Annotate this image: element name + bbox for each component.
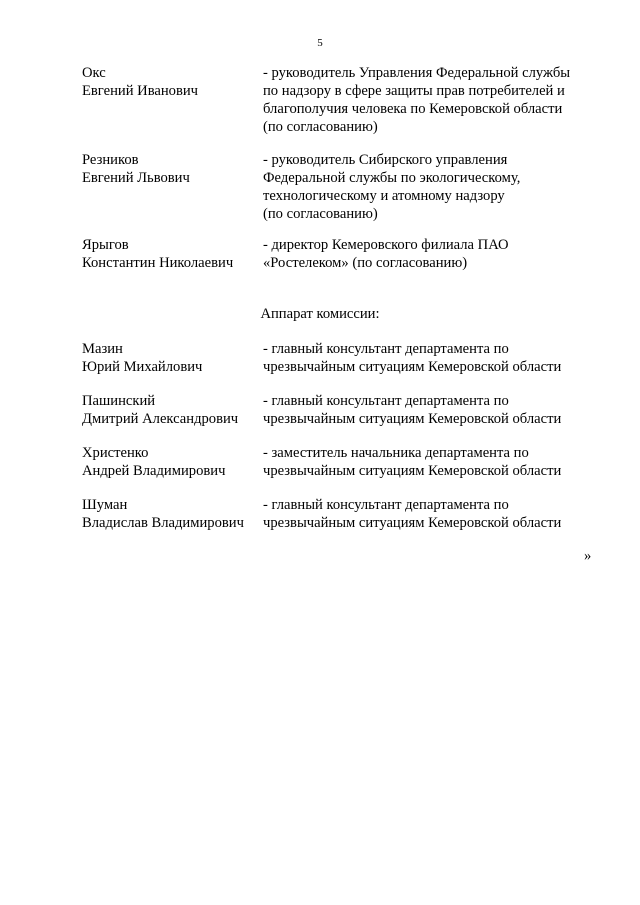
position-line: - заместитель начальника департамента по — [263, 445, 529, 461]
member-name — [82, 151, 257, 187]
page-number: 5 — [317, 37, 323, 49]
position-line: - руководитель Управления Федеральной службы — [263, 65, 571, 81]
closing-quote: » — [584, 548, 592, 564]
position-line: - директор Кемеровского филиала ПАО — [263, 237, 509, 253]
position-line: Федеральной службы по экологическому, — [263, 170, 521, 186]
member-surname: Мазин — [82, 341, 123, 357]
position-line: (по согласованию) — [263, 206, 378, 222]
member-name — [82, 496, 257, 532]
member-position — [263, 496, 603, 532]
position-line: - главный консультант департамента по — [263, 497, 509, 513]
member-surname: Христенко — [82, 445, 149, 461]
member-given-names: Евгений Львович — [82, 170, 190, 186]
member-name — [82, 340, 257, 376]
section-heading: Аппарат комиссии: — [260, 306, 380, 322]
position-line: - руководитель Сибирского управления — [263, 152, 508, 168]
position-line: чрезвычайным ситуациям Кемеровской области — [263, 463, 562, 479]
member-given-names: Константин Николаевич — [82, 255, 234, 271]
member-given-names: Юрий Михайлович — [82, 359, 203, 375]
member-name — [82, 392, 257, 428]
member-position — [263, 392, 603, 428]
position-line: чрезвычайным ситуациям Кемеровской области — [263, 515, 562, 531]
position-line: - главный консультант департамента по — [263, 393, 509, 409]
member-position — [263, 151, 603, 223]
member-surname: Резников — [82, 152, 139, 168]
member-given-names: Владислав Владимирович — [82, 515, 244, 531]
member-position — [263, 340, 603, 376]
member-given-names: Дмитрий Александрович — [82, 411, 239, 427]
position-line: чрезвычайным ситуациям Кемеровской области — [263, 359, 562, 375]
member-surname: Окс — [82, 65, 106, 81]
position-line: чрезвычайным ситуациям Кемеровской области — [263, 411, 562, 427]
member-given-names: Евгений Иванович — [82, 83, 199, 99]
member-surname: Пашинский — [82, 393, 156, 409]
member-name — [82, 444, 257, 480]
position-line: «Ростелеком» (по согласованию) — [263, 255, 468, 271]
member-position — [263, 236, 603, 272]
position-line: по надзору в сфере защиты прав потребителей и — [263, 83, 565, 99]
member-name — [82, 236, 257, 272]
member-given-names: Андрей Владимирович — [82, 463, 226, 479]
member-position — [263, 444, 603, 480]
member-name — [82, 64, 257, 100]
member-position — [263, 64, 603, 136]
position-line: благополучия человека по Кемеровской области — [263, 101, 563, 117]
position-line: (по согласованию) — [263, 119, 378, 135]
member-surname: Шуман — [82, 497, 128, 513]
position-line: - главный консультант департамента по — [263, 341, 509, 357]
member-surname: Ярыгов — [82, 237, 129, 253]
position-line: технологическому и атомному надзору — [263, 188, 505, 204]
